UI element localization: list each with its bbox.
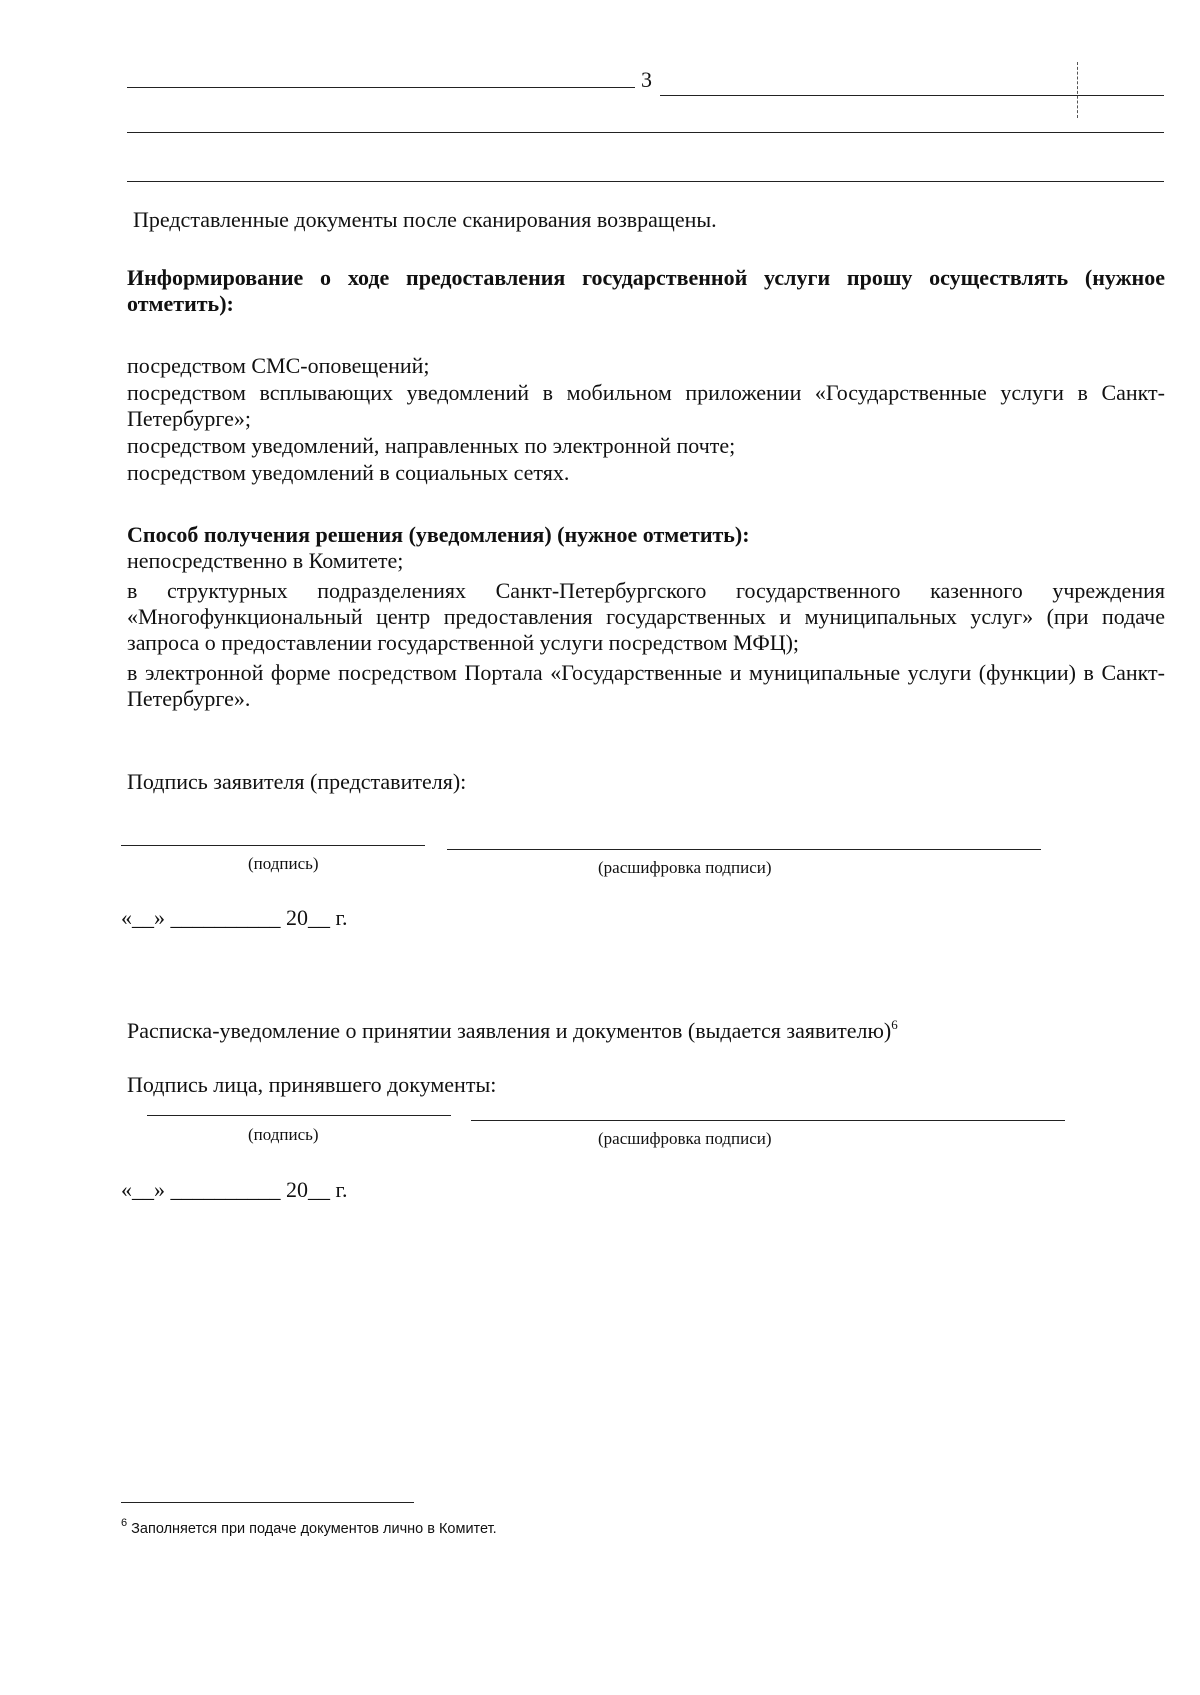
acceptor-signature-caption: (подпись)	[248, 1125, 319, 1144]
footnote	[121, 1517, 497, 1538]
receipt-option-mfc: в структурных подразделениях Санкт-Петербургского государственного казенного учреждения «Многофункциональный центр предоставления государственных и муниципальных услуг» (при подаче запроса о предоставлении государственной услуги посредством МФЦ);	[127, 578, 1165, 655]
header-line-left	[127, 87, 635, 88]
informing-option-email: посредством уведомлений, направленных по электронной почте;	[127, 433, 736, 458]
acceptor-date-line: «__» __________ 20__ г.	[121, 1177, 348, 1202]
margin-mark	[1077, 62, 1078, 118]
acceptor-transcript-caption: (расшифровка подписи)	[598, 1129, 772, 1148]
receipt-option-portal: в электронной форме посредством Портала «Государственные и муниципальные услуги (функции) в Санкт-Петербурге».	[127, 660, 1165, 711]
informing-option-social: посредством уведомлений в социальных сетях.	[127, 460, 570, 485]
applicant-date-line: «__» __________ 20__ г.	[121, 905, 348, 930]
receipt-notice-text: Расписка-уведомление о принятии заявления и документов (выдается заявителю)	[127, 1018, 892, 1043]
acceptor-signature-label: Подпись лица, принявшего документы:	[127, 1072, 497, 1097]
receipt-notice-footnote-ref: 6	[891, 1017, 898, 1032]
applicant-transcript-line	[447, 849, 1041, 850]
acceptor-transcript-line	[471, 1120, 1065, 1121]
informing-option-sms: посредством СМС-оповещений;	[127, 353, 430, 378]
acceptor-signature-line	[147, 1115, 451, 1116]
blank-line-3	[127, 181, 1164, 182]
informing-option-push: посредством всплывающих уведомлений в мобильном приложении «Государственные услуги в Санкт-Петербурге»;	[127, 380, 1165, 431]
applicant-signature-line	[121, 845, 425, 846]
scan-notice: Представленные документы после сканирования возвращены.	[133, 207, 717, 232]
receipt-option-committee: непосредственно в Комитете;	[127, 548, 404, 573]
receipt-method-heading: Способ получения решения (уведомления) (нужное отметить):	[127, 522, 750, 547]
footnote-marker: 6	[121, 1517, 128, 1529]
informing-heading: Информирование о ходе предоставления государственной услуги прошу осуществлять (нужное отметить):	[127, 265, 1165, 316]
applicant-signature-label: Подпись заявителя (представителя):	[127, 769, 467, 794]
blank-line-2	[127, 132, 1164, 133]
applicant-transcript-caption: (расшифровка подписи)	[598, 858, 772, 877]
footnote-text: Заполняется при подаче документов лично в Комитет.	[131, 1521, 497, 1537]
page-number: 3	[641, 67, 652, 92]
receipt-notice	[127, 1017, 898, 1044]
applicant-signature-caption: (подпись)	[248, 854, 319, 873]
footnote-separator	[121, 1502, 414, 1503]
header-line-right	[660, 95, 1164, 96]
